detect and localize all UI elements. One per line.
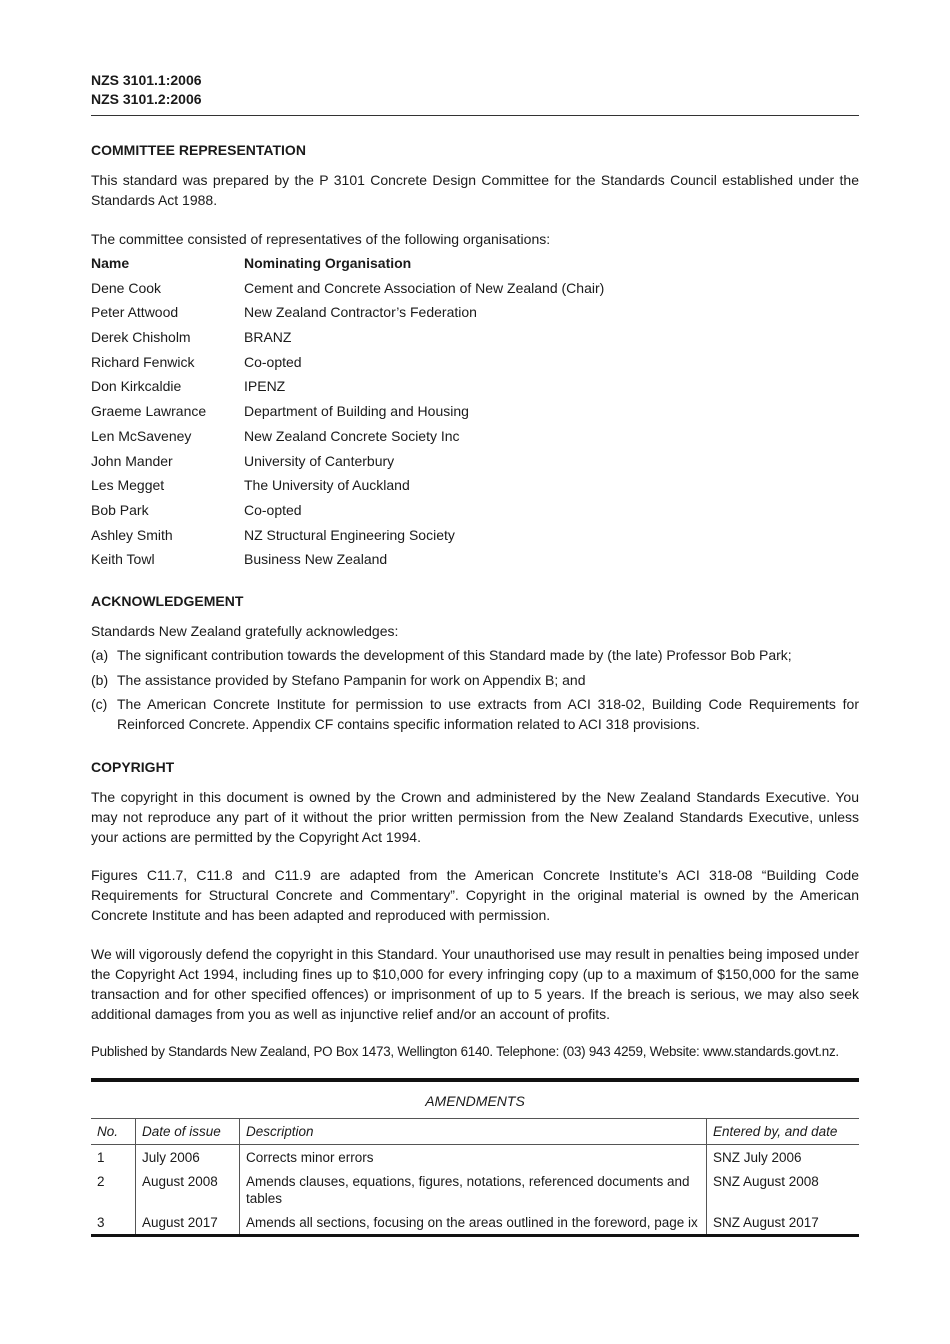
member-row xyxy=(91,401,859,426)
amendment-no: 1 xyxy=(91,1145,136,1170)
member-name: Graeme Lawrance xyxy=(91,403,207,420)
member-row xyxy=(91,500,859,525)
col-header-date: Date of issue xyxy=(136,1119,240,1145)
member-row xyxy=(91,549,859,574)
list-item-text: The significant contribution towards the development of this Standard made by (the late) Professor Bob Park; xyxy=(117,647,792,663)
committee-intro: This standard was prepared by the P 3101 Concrete Design Committee for the Standards Council established under the Standards Act 1988. xyxy=(91,172,859,208)
member-organisation: New Zealand Concrete Society Inc xyxy=(244,427,460,444)
member-organisation: Department of Building and Housing xyxy=(244,403,469,420)
member-organisation: The University of Auckland xyxy=(244,477,410,494)
organisation-column-header: Nominating Organisation xyxy=(244,255,412,271)
member-organisation: New Zealand Contractor’s Federation xyxy=(244,304,477,321)
member-organisation: Co-opted xyxy=(244,353,302,370)
member-row xyxy=(91,302,859,327)
member-row xyxy=(91,376,859,401)
amendment-description: Amends clauses, equations, figures, notations, referenced documents and tables xyxy=(240,1169,707,1210)
member-row xyxy=(91,352,859,377)
list-item xyxy=(91,670,859,690)
member-name: Peter Attwood xyxy=(91,304,179,321)
amendment-no: 2 xyxy=(91,1169,136,1210)
member-row xyxy=(91,525,859,550)
list-item-text: The American Concrete Institute for permission to use extracts from ACI 318-02, Building Code Requirements for Reinforced Concrete. Appendix CF contains specific information related to ACI 318 provisions. xyxy=(117,696,859,732)
header-divider xyxy=(91,115,859,116)
amendment-entered: SNZ July 2006 xyxy=(713,1150,802,1165)
member-name: Bob Park xyxy=(91,501,149,518)
table-row xyxy=(91,1145,859,1170)
amendment-no: 3 xyxy=(91,1210,136,1234)
member-organisation: BRANZ xyxy=(244,329,292,346)
acknowledgement-heading: ACKNOWLEDGEMENT xyxy=(91,593,244,609)
amendment-description: Corrects minor errors xyxy=(240,1145,707,1170)
acknowledgement-list xyxy=(91,645,859,739)
member-row xyxy=(91,426,859,451)
amendment-date: August 2017 xyxy=(136,1210,240,1234)
col-header-description: Description xyxy=(240,1119,707,1145)
member-organisation: NZ Structural Engineering Society xyxy=(244,526,455,543)
publisher-line: Published by Standards New Zealand, PO Box 1473, Wellington 6140. Telephone: (03) 943 4259, Website: www.standards.govt.nz. xyxy=(91,1044,839,1059)
member-name: Dene Cook xyxy=(91,279,162,296)
member-organisation: University of Canterbury xyxy=(244,452,395,469)
standard-header xyxy=(91,71,202,109)
amendment-entered: SNZ August 2008 xyxy=(713,1174,819,1189)
member-organisation: Business New Zealand xyxy=(244,551,388,568)
list-item xyxy=(91,645,859,665)
amendments-grid xyxy=(91,1119,859,1234)
col-header-entered: Entered by, and date xyxy=(707,1119,860,1145)
member-row xyxy=(91,278,859,303)
copyright-paragraph-2: Figures C11.7, C11.8 and C11.9 are adapted from the American Concrete Institute’s ACI 318-08 “Building Code Requirements for Structural Concrete and Commentary”. Copyright in the original material is owned by the American Concrete Institute and has been adapted and reproduced with permission. xyxy=(91,867,859,923)
list-item xyxy=(91,694,859,734)
member-name: John Mander xyxy=(91,452,173,469)
table-row xyxy=(91,1169,859,1210)
amendment-date: August 2008 xyxy=(136,1169,240,1210)
amendments-table xyxy=(91,1078,859,1237)
copyright-paragraph-1: The copyright in this document is owned by the Crown and administered by the New Zealand Standards Executive. You may not reproduce any part of it without the prior written permission from the New Zealand Standards Executive, unless your actions are permitted by the Copyright Act 1994. xyxy=(91,789,859,845)
member-row xyxy=(91,327,859,352)
committee-consisted: The committee consisted of representatives of the following organisations: xyxy=(91,231,551,247)
member-name: Ashley Smith xyxy=(91,526,173,543)
col-header-no: No. xyxy=(91,1119,136,1145)
table-row xyxy=(91,1210,859,1234)
member-name: Len McSaveney xyxy=(91,427,192,444)
amendments-header-row xyxy=(91,1119,859,1145)
member-row xyxy=(91,451,859,476)
member-organisation: Co-opted xyxy=(244,501,302,518)
member-name: Derek Chisholm xyxy=(91,329,191,346)
members-header-row xyxy=(91,253,859,278)
name-column-header: Name xyxy=(91,255,130,271)
list-item-label: (b) xyxy=(91,671,109,688)
list-item-text: The assistance provided by Stefano Pampanin for work on Appendix B; and xyxy=(117,671,586,688)
standard-number-part1: NZS 3101.1:2006 xyxy=(91,72,202,88)
list-item-label: (c) xyxy=(91,696,108,712)
member-name: Don Kirkcaldie xyxy=(91,378,182,395)
acknowledgement-intro: Standards New Zealand gratefully acknowledges: xyxy=(91,623,399,639)
copyright-heading: COPYRIGHT xyxy=(91,759,175,775)
amendment-date: July 2006 xyxy=(136,1145,240,1170)
amendments-title: AMENDMENTS xyxy=(91,1082,859,1119)
member-organisation: IPENZ xyxy=(244,378,286,395)
copyright-paragraph-3: We will vigorously defend the copyright in this Standard. Your unauthorised use may result in penalties being imposed under the Copyright Act 1994, including fines up to $10,000 for every infringing copy (up to a maximum of $150,000 for the same transaction and for other specified offences) or imprisonment of up to 5 years. If the breach is serious, we may also seek additional damages from you as well as injunctive relief and/or an account of profits. xyxy=(91,946,859,1022)
member-name: Les Megget xyxy=(91,477,165,494)
standard-number-part2: NZS 3101.2:2006 xyxy=(91,91,202,107)
amendment-entered: SNZ August 2017 xyxy=(713,1215,819,1230)
committee-heading: COMMITTEE REPRESENTATION xyxy=(91,142,306,158)
member-row xyxy=(91,475,859,500)
committee-members-list xyxy=(91,253,859,574)
member-name: Richard Fenwick xyxy=(91,353,195,370)
amendment-description: Amends all sections, focusing on the areas outlined in the foreword, page ix xyxy=(240,1210,707,1234)
list-item-label: (a) xyxy=(91,647,109,663)
member-name: Keith Towl xyxy=(91,551,155,568)
member-organisation: Cement and Concrete Association of New Zealand (Chair) xyxy=(244,279,605,296)
